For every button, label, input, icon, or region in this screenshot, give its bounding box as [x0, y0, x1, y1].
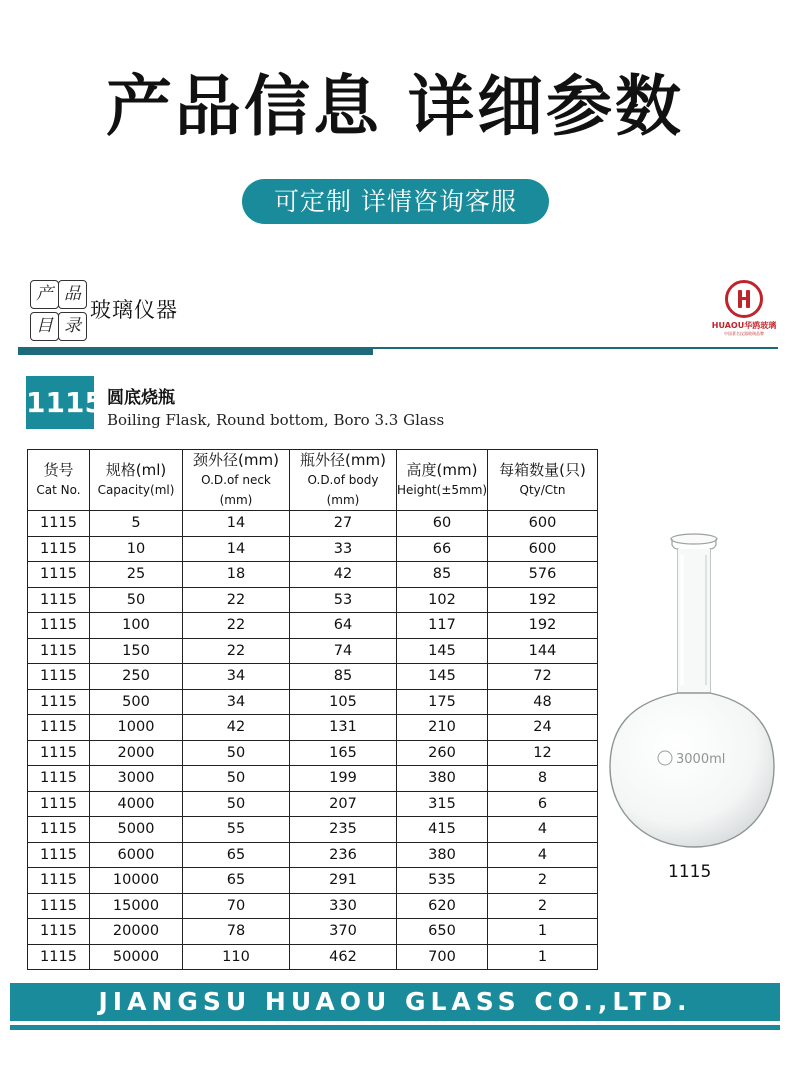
page-title: 产品信息 详细参数 [106, 68, 684, 145]
table-cell: 1115 [28, 664, 90, 690]
table-cell: 1115 [28, 562, 90, 588]
table-cell: 50000 [90, 944, 183, 970]
table-row [28, 817, 598, 843]
table-cell: 22 [183, 587, 290, 613]
table-row [28, 740, 598, 766]
table-cell: 117 [397, 613, 488, 639]
table-cell: 330 [290, 893, 397, 919]
table-cell: 535 [397, 868, 488, 894]
table-row [28, 868, 598, 894]
table-cell: 165 [290, 740, 397, 766]
table-cell: 22 [183, 613, 290, 639]
table-cell: 1115 [28, 919, 90, 945]
column-header-cn: 规格(ml) [105, 461, 167, 479]
table-cell: 1115 [28, 689, 90, 715]
table-cell: 576 [488, 562, 598, 588]
table-cell: 415 [397, 817, 488, 843]
table-row [28, 587, 598, 613]
table-cell: 6000 [90, 842, 183, 868]
table-cell: 600 [488, 536, 598, 562]
spec-table [27, 449, 598, 970]
column-header-en: O.D.of body (mm) [307, 473, 379, 507]
column-header-en: Cat No. [36, 483, 81, 497]
flask-volume-marking: 3000ml [676, 752, 726, 767]
table-row [28, 919, 598, 945]
table-cell: 600 [488, 511, 598, 537]
table-row [28, 715, 598, 741]
table-cell: 5 [90, 511, 183, 537]
table-row [28, 842, 598, 868]
catalog-logo-char: 目 [30, 312, 59, 341]
column-header-cn: 货号 [43, 461, 74, 479]
company-footer-banner: JIANGSU HUAOU GLASS CO.,LTD. [10, 983, 780, 1021]
table-cell: 210 [397, 715, 488, 741]
table-cell: 1115 [28, 817, 90, 843]
table-cell: 102 [397, 587, 488, 613]
table-cell: 66 [397, 536, 488, 562]
table-cell: 1115 [28, 638, 90, 664]
table-cell: 145 [397, 664, 488, 690]
boiling-flask-image [608, 525, 776, 855]
table-cell: 20000 [90, 919, 183, 945]
table-cell: 2000 [90, 740, 183, 766]
table-row [28, 893, 598, 919]
table-cell: 1115 [28, 587, 90, 613]
catalog-logo-char: 品 [58, 280, 87, 309]
table-cell: 260 [397, 740, 488, 766]
table-cell: 700 [397, 944, 488, 970]
table-cell: 53 [290, 587, 397, 613]
table-cell: 12 [488, 740, 598, 766]
table-cell: 70 [183, 893, 290, 919]
table-cell: 64 [290, 613, 397, 639]
table-cell: 60 [397, 511, 488, 537]
table-cell: 4000 [90, 791, 183, 817]
table-cell: 2 [488, 868, 598, 894]
footer-divider [10, 1025, 780, 1030]
table-cell: 8 [488, 766, 598, 792]
table-cell: 1115 [28, 868, 90, 894]
table-cell: 2 [488, 893, 598, 919]
table-row [28, 944, 598, 970]
table-row [28, 766, 598, 792]
table-cell: 65 [183, 868, 290, 894]
table-cell: 1115 [28, 893, 90, 919]
catalog-logo-char: 产 [30, 280, 59, 309]
table-cell: 22 [183, 638, 290, 664]
table-cell: 235 [290, 817, 397, 843]
table-cell: 1115 [28, 536, 90, 562]
table-cell: 1115 [28, 791, 90, 817]
table-header-row [28, 450, 598, 511]
product-name-cn: 圆底烧瓶 [107, 388, 175, 408]
column-header-en: Qty/Ctn [519, 483, 566, 497]
table-cell: 1115 [28, 740, 90, 766]
catalog-title: 玻璃仪器 [90, 298, 178, 322]
column-header-cn: 每箱数量(只) [499, 461, 586, 479]
table-cell: 4 [488, 817, 598, 843]
table-cell: 110 [183, 944, 290, 970]
table-cell: 25 [90, 562, 183, 588]
column-header [290, 450, 397, 511]
table-cell: 50 [90, 587, 183, 613]
table-cell: 105 [290, 689, 397, 715]
table-cell: 42 [290, 562, 397, 588]
table-cell: 50 [183, 791, 290, 817]
table-cell: 6 [488, 791, 598, 817]
table-cell: 78 [183, 919, 290, 945]
table-cell: 55 [183, 817, 290, 843]
table-row [28, 664, 598, 690]
table-cell: 650 [397, 919, 488, 945]
table-cell: 85 [290, 664, 397, 690]
table-cell: 15000 [90, 893, 183, 919]
table-cell: 1115 [28, 944, 90, 970]
table-cell: 5000 [90, 817, 183, 843]
column-header [90, 450, 183, 511]
flask-image-caption: 1115 [668, 862, 712, 882]
brand-name: HUAOU华鸥玻璃 [711, 321, 777, 330]
catalog-logo-char: 录 [58, 312, 87, 341]
table-cell: 1 [488, 944, 598, 970]
table-cell: 1115 [28, 715, 90, 741]
catalog-logo [30, 280, 86, 342]
table-cell: 1115 [28, 511, 90, 537]
table-cell: 50 [183, 766, 290, 792]
table-cell: 500 [90, 689, 183, 715]
table-row [28, 511, 598, 537]
column-header-en: Height(±5mm) [397, 483, 488, 497]
table-cell: 74 [290, 638, 397, 664]
table-cell: 24 [488, 715, 598, 741]
table-body [28, 511, 598, 970]
table-cell: 100 [90, 613, 183, 639]
table-cell: 1 [488, 919, 598, 945]
brand-emblem-icon [725, 280, 763, 318]
table-cell: 150 [90, 638, 183, 664]
table-cell: 1000 [90, 715, 183, 741]
table-cell: 380 [397, 842, 488, 868]
table-cell: 34 [183, 689, 290, 715]
table-cell: 27 [290, 511, 397, 537]
table-cell: 291 [290, 868, 397, 894]
table-row [28, 562, 598, 588]
table-cell: 1115 [28, 613, 90, 639]
column-header-cn: 颈外径(mm) [193, 451, 279, 469]
table-row [28, 638, 598, 664]
table-cell: 131 [290, 715, 397, 741]
table-cell: 250 [90, 664, 183, 690]
customize-contact-banner: 可定制 详情咨询客服 [242, 179, 549, 224]
table-cell: 175 [397, 689, 488, 715]
table-cell: 65 [183, 842, 290, 868]
table-cell: 10000 [90, 868, 183, 894]
table-cell: 199 [290, 766, 397, 792]
table-cell: 1115 [28, 766, 90, 792]
column-header [397, 450, 488, 511]
table-row [28, 613, 598, 639]
table-cell: 462 [290, 944, 397, 970]
product-name-en: Boiling Flask, Round bottom, Boro 3.3 Glass [107, 411, 445, 429]
table-cell: 48 [488, 689, 598, 715]
column-header-en: Capacity(ml) [97, 483, 175, 497]
product-code-badge: 1115 [26, 376, 94, 429]
table-cell: 144 [488, 638, 598, 664]
table-cell: 192 [488, 613, 598, 639]
column-header [488, 450, 598, 511]
table-cell: 315 [397, 791, 488, 817]
table-cell: 14 [183, 536, 290, 562]
table-cell: 380 [397, 766, 488, 792]
table-row [28, 689, 598, 715]
table-cell: 3000 [90, 766, 183, 792]
table-cell: 85 [397, 562, 488, 588]
table-cell: 192 [488, 587, 598, 613]
column-header-cn: 瓶外径(mm) [300, 451, 386, 469]
section-divider-accent [18, 349, 373, 355]
table-cell: 33 [290, 536, 397, 562]
table-cell: 34 [183, 664, 290, 690]
table-cell: 1115 [28, 842, 90, 868]
column-header [28, 450, 90, 511]
table-cell: 620 [397, 893, 488, 919]
column-header [183, 450, 290, 511]
table-cell: 4 [488, 842, 598, 868]
table-cell: 10 [90, 536, 183, 562]
table-cell: 145 [397, 638, 488, 664]
brand-tagline: 中国著名仪器玻璃品牌 [724, 331, 764, 336]
table-cell: 236 [290, 842, 397, 868]
brand-logo [710, 280, 778, 346]
table-row [28, 536, 598, 562]
table-cell: 72 [488, 664, 598, 690]
table-cell: 370 [290, 919, 397, 945]
column-header-cn: 高度(mm) [406, 461, 478, 479]
column-header-en: O.D.of neck (mm) [201, 473, 271, 507]
table-cell: 42 [183, 715, 290, 741]
table-cell: 207 [290, 791, 397, 817]
table-cell: 50 [183, 740, 290, 766]
table-row [28, 791, 598, 817]
table-cell: 14 [183, 511, 290, 537]
table-cell: 18 [183, 562, 290, 588]
